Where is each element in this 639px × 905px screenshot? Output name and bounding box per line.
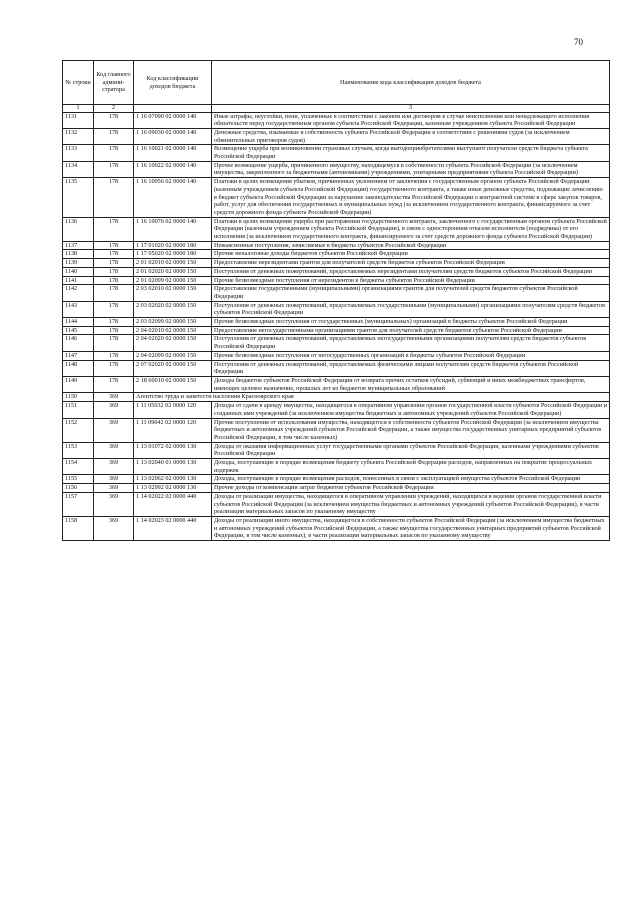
classification-code-cell: 2 03 02020 02 0000 150 (134, 301, 212, 317)
row-number-cell: 1140 (63, 267, 94, 276)
classification-code-cell: 1 11 05032 02 0000 120 (134, 402, 212, 418)
classification-code-cell: 1 14 02023 02 0000 440 (134, 516, 212, 540)
row-number-cell: 1139 (63, 259, 94, 268)
admin-code-cell: 178 (94, 276, 134, 285)
admin-code-cell: 369 (94, 393, 134, 402)
table-row (63, 402, 610, 418)
table-row (63, 377, 610, 393)
column-number-row (63, 105, 610, 113)
table-row (63, 285, 610, 301)
classification-name-cell: Платежи в целях возмещения убытков, причиненных уклонением от заключения с государственным органом субъекта Российской Федерации (казенным учреждением субъекта Российской Федерации) государственного контракта, а также иные денежные средства, подлежащие зачислению в бюджет субъекта Российской Федерации за нарушение законодательства Российской Федерации о контрактной системе в сфере закупок товаров, работ, услуг для обеспечения государственных и муниципальных нужд (за исключением государственного контракта, финансируемого за счет средств дорожного фонда субъекта Российской Федерации) (212, 178, 610, 218)
row-number-cell: 1148 (63, 360, 94, 376)
row-number-cell: 1149 (63, 377, 94, 393)
row-number-cell: 1152 (63, 418, 94, 442)
budget-revenue-table (62, 60, 610, 541)
admin-code-cell: 178 (94, 267, 134, 276)
table-row (63, 442, 610, 458)
admin-code-cell: 178 (94, 285, 134, 301)
admin-code-cell: 369 (94, 402, 134, 418)
column-number-1: 1 (63, 105, 94, 113)
table-row (63, 276, 610, 285)
admin-code-cell: 369 (94, 459, 134, 475)
classification-name-cell: Доходы от реализации имущества, находящегося в оперативном управлении учреждений, находящихся в ведении органов государственной власти субъектов Российской Федерации (за исключением имущества бюджетных и автономных учреждений субъектов Российской Федерации), в части реализации материальных запасов по указанному имуществу (212, 492, 610, 516)
admin-code-cell: 178 (94, 250, 134, 259)
table-row (63, 484, 610, 493)
column-number-2b (134, 105, 212, 113)
table-row (63, 475, 610, 484)
row-number-cell: 1134 (63, 161, 94, 177)
admin-code-cell: 369 (94, 492, 134, 516)
row-number-cell: 1151 (63, 402, 94, 418)
admin-code-cell: 178 (94, 112, 134, 128)
classification-code-cell: 1 16 10021 02 0000 140 (134, 145, 212, 161)
row-number-cell: 1153 (63, 442, 94, 458)
classification-name-cell: Денежные средства, изымаемые в собственность субъекта Российской Федерации в соответствии с решениями судов (за исключением обвинительных приговоров судов) (212, 128, 610, 144)
admin-code-cell: 178 (94, 318, 134, 327)
classification-code-cell: 1 16 07090 02 0000 140 (134, 112, 212, 128)
table-body (63, 112, 610, 541)
classification-name-cell: Доходы бюджетов субъектов Российской Федерации от возврата прочих остатков субсидий, субвенций и иных межбюджетных трансфертов, имеющих целевое назначение, прошлых лет из бюджетов муниципальных образований (212, 377, 610, 393)
row-number-cell: 1147 (63, 351, 94, 360)
table-row (63, 516, 610, 540)
admin-code-cell: 369 (94, 418, 134, 442)
admin-code-cell: 178 (94, 178, 134, 218)
admin-code-cell: 178 (94, 351, 134, 360)
table-row (63, 492, 610, 516)
classification-name-cell: Прочие безвозмездные поступления от нерезидентов в бюджеты субъектов Российской Федерации (212, 276, 610, 285)
header-classification-name: Наименование кода классификации доходов бюджета (212, 61, 610, 105)
admin-code-cell: 178 (94, 377, 134, 393)
table-row (63, 217, 610, 241)
classification-name-cell: Доходы от реализации иного имущества, находящегося в собственности субъектов Российской Федерации (за исключением имущества бюджетных и автономных учреждений субъектов Российской Федерации, а также имущества государственных унитарных предприятий субъектов Российской Федерации, в том числе казенных), в части реализации материальных запасов по указанному имуществу (212, 516, 610, 540)
classification-code-cell: 1 16 10056 02 0000 140 (134, 178, 212, 218)
admin-code-cell: 178 (94, 360, 134, 376)
row-number-cell: 1143 (63, 301, 94, 317)
classification-name-cell: Доходы, поступающие в порядке возмещения расходов, понесенных в связи с эксплуатацией имущества субъектов Российской Федерации (212, 475, 610, 484)
classification-code-cell: 2 18 60010 02 0000 150 (134, 377, 212, 393)
table-row (63, 178, 610, 218)
table-row (63, 393, 610, 402)
admin-code-cell: 369 (94, 484, 134, 493)
table-row (63, 459, 610, 475)
classification-code-cell: 2 03 02099 02 0000 150 (134, 318, 212, 327)
admin-code-cell: 369 (94, 516, 134, 540)
table-row (63, 161, 610, 177)
table-row (63, 112, 610, 128)
row-number-cell: 1146 (63, 335, 94, 351)
classification-name-cell: Поступления от денежных пожертвований, предоставляемых физическими лицами получателям средств бюджетов субъектов Российской Федерации (212, 360, 610, 376)
row-number-cell: 1157 (63, 492, 94, 516)
row-number-cell: 1158 (63, 516, 94, 540)
classification-name-cell: Доходы, поступающие в порядке возмещения бюджету субъекта Российской Федерации расходов, направленных на покрытие процессуальных издержек (212, 459, 610, 475)
classification-code-cell: 1 13 01072 02 0000 130 (134, 442, 212, 458)
header-classification-code: Код классификации доходов бюджета (134, 61, 212, 105)
table-row (63, 318, 610, 327)
admin-code-cell: 178 (94, 217, 134, 241)
classification-name-cell: Предоставление государственными (муниципальными) организациями грантов для получателей средств бюджетов субъектов Российской Федерации (212, 285, 610, 301)
admin-code-cell: 178 (94, 128, 134, 144)
classification-name-cell: Поступления от денежных пожертвований, предоставляемых нерезидентами получателям средств бюджетов субъектов Российской Федерации (212, 267, 610, 276)
admin-code-cell: 178 (94, 301, 134, 317)
classification-code-cell: 1 11 09042 02 0000 120 (134, 418, 212, 442)
classification-name-cell: Прочие поступления от использования имущества, находящегося в собственности субъектов Российской Федерации (за исключением имущества бюджетных и автономных учреждений субъектов Российской Федерации, а также имущества государственных унитарных предприятий субъектов Российской Федерации, в том числе казенных) (212, 418, 610, 442)
row-number-cell: 1142 (63, 285, 94, 301)
table-row (63, 326, 610, 335)
classification-name-cell: Поступления от денежных пожертвований, предоставляемых негосударственными организациями получателям средств бюджетов субъектов Российской Федерации (212, 335, 610, 351)
classification-code-cell: 2 01 02020 02 0000 150 (134, 267, 212, 276)
table-row (63, 250, 610, 259)
admin-code-cell: 178 (94, 145, 134, 161)
classification-code-cell: 2 04 02010 02 0000 150 (134, 326, 212, 335)
table-row (63, 128, 610, 144)
row-number-cell: 1137 (63, 241, 94, 250)
table-row (63, 301, 610, 317)
row-number-cell: 1135 (63, 178, 94, 218)
classification-code-cell: 1 16 10076 02 0000 140 (134, 217, 212, 241)
classification-name-cell: Доходы от сдачи в аренду имущества, находящегося в оперативном управлении органов государственной власти субъектов Российской Федерации и созданных ими учреждений (за исключением имущества бюджетных и автономных учреждений субъектов Российской Федерации) (212, 402, 610, 418)
header-admin-code: Код главного админи-стратора (94, 61, 134, 105)
row-number-cell: 1131 (63, 112, 94, 128)
admin-code-cell: 178 (94, 241, 134, 250)
table-row (63, 335, 610, 351)
classification-code-cell: 1 13 02062 02 0000 130 (134, 475, 212, 484)
admin-code-cell: 369 (94, 442, 134, 458)
classification-code-cell: 1 14 02022 02 0000 440 (134, 492, 212, 516)
admin-code-cell: 178 (94, 326, 134, 335)
row-number-cell: 1141 (63, 276, 94, 285)
row-number-cell: 1150 (63, 393, 94, 402)
admin-code-cell: 178 (94, 335, 134, 351)
table-row (63, 418, 610, 442)
table-row (63, 360, 610, 376)
row-number-cell: 1156 (63, 484, 94, 493)
classification-code-cell: 2 04 02099 02 0000 150 (134, 351, 212, 360)
section-title-cell: Агентство труда и занятости населения Красноярского края (134, 393, 610, 402)
row-number-cell: 1132 (63, 128, 94, 144)
admin-code-cell: 178 (94, 161, 134, 177)
classification-name-cell: Иные штрафы, неустойки, пени, уплаченные в соответствии с законом или договором в случае неисполнения или ненадлежащего исполнения обязательств перед государственным органом субъекта Российской Федерации, казенным учреждением субъекта Российской Федерации (212, 112, 610, 128)
page-number: 70 (574, 37, 583, 47)
classification-name-cell: Невыясненные поступления, зачисляемые в бюджеты субъектов Российской Федерации (212, 241, 610, 250)
column-number-2: 2 (94, 105, 134, 113)
row-number-cell: 1144 (63, 318, 94, 327)
classification-code-cell: 2 04 02020 02 0000 150 (134, 335, 212, 351)
classification-name-cell: Прочие доходы от компенсации затрат бюджетов субъектов Российской Федерации (212, 484, 610, 493)
classification-name-cell: Предоставление негосударственными организациями грантов для получателей средств бюджетов субъектов Российской Федерации (212, 326, 610, 335)
classification-code-cell: 1 16 10022 02 0000 140 (134, 161, 212, 177)
classification-code-cell: 1 13 02040 01 0000 130 (134, 459, 212, 475)
classification-code-cell: 1 17 05020 02 0000 180 (134, 250, 212, 259)
row-number-cell: 1136 (63, 217, 94, 241)
classification-code-cell: 2 01 02099 02 0000 150 (134, 276, 212, 285)
header-row-number: № строки (63, 61, 94, 105)
table-row (63, 145, 610, 161)
admin-code-cell: 178 (94, 259, 134, 268)
classification-code-cell: 1 16 09030 02 0000 140 (134, 128, 212, 144)
classification-code-cell: 2 03 02010 02 0000 150 (134, 285, 212, 301)
table-row (63, 241, 610, 250)
admin-code-cell: 369 (94, 475, 134, 484)
classification-name-cell: Прочие неналоговые доходы бюджетов субъектов Российской Федерации (212, 250, 610, 259)
row-number-cell: 1138 (63, 250, 94, 259)
row-number-cell: 1154 (63, 459, 94, 475)
row-number-cell: 1155 (63, 475, 94, 484)
column-number-3: 3 (212, 105, 610, 113)
classification-name-cell: Поступления от денежных пожертвований, предоставляемых государственными (муниципальными) организациями получателям средств бюджетов субъектов Российской Федерации (212, 301, 610, 317)
classification-code-cell: 1 17 01020 02 0000 180 (134, 241, 212, 250)
classification-name-cell: Предоставление нерезидентами грантов для получателей средств бюджетов субъектов Российской Федерации (212, 259, 610, 268)
classification-name-cell: Доходы от оказания информационных услуг государственными органами субъектов Российской Федерации, казенными учреждениями субъектов Российской Федерации (212, 442, 610, 458)
table-row (63, 267, 610, 276)
table-row (63, 351, 610, 360)
classification-name-cell: Прочее возмещение ущерба, причиненного имуществу, находящемуся в собственности субъекта Российской Федерации (за исключением имущества, закрепленного за бюджетными (автономными) учреждениями, унитарными предприятиями субъекта Российской Федерации) (212, 161, 610, 177)
classification-name-cell: Платежи в целях возмещения ущерба при расторжении государственного контракта, заключенного с государственным органом субъекта Российской Федерации (казенным учреждением субъекта Российской Федерации), в связи с односторонним отказом исполнителя (подрядчика) от его исполнения (за исключением государственного контракта, финансируемого за счет средств дорожного фонда субъекта Российской Федерации) (212, 217, 610, 241)
classification-name-cell: Прочие безвозмездные поступления от негосударственных организаций в бюджеты субъектов Российской Федерации (212, 351, 610, 360)
classification-name-cell: Прочие безвозмездные поступления от государственных (муниципальных) организаций в бюджеты субъектов Российской Федерации (212, 318, 610, 327)
classification-code-cell: 2 01 02010 02 0000 150 (134, 259, 212, 268)
header-row (63, 61, 610, 105)
table-row (63, 259, 610, 268)
row-number-cell: 1145 (63, 326, 94, 335)
row-number-cell: 1133 (63, 145, 94, 161)
classification-name-cell: Возмещение ущерба при возникновении страховых случаев, когда выгодоприобретателями выступают получатели средств бюджета субъекта Российской Федерации (212, 145, 610, 161)
classification-code-cell: 2 07 02020 02 0000 150 (134, 360, 212, 376)
classification-code-cell: 1 13 02992 02 0000 130 (134, 484, 212, 493)
